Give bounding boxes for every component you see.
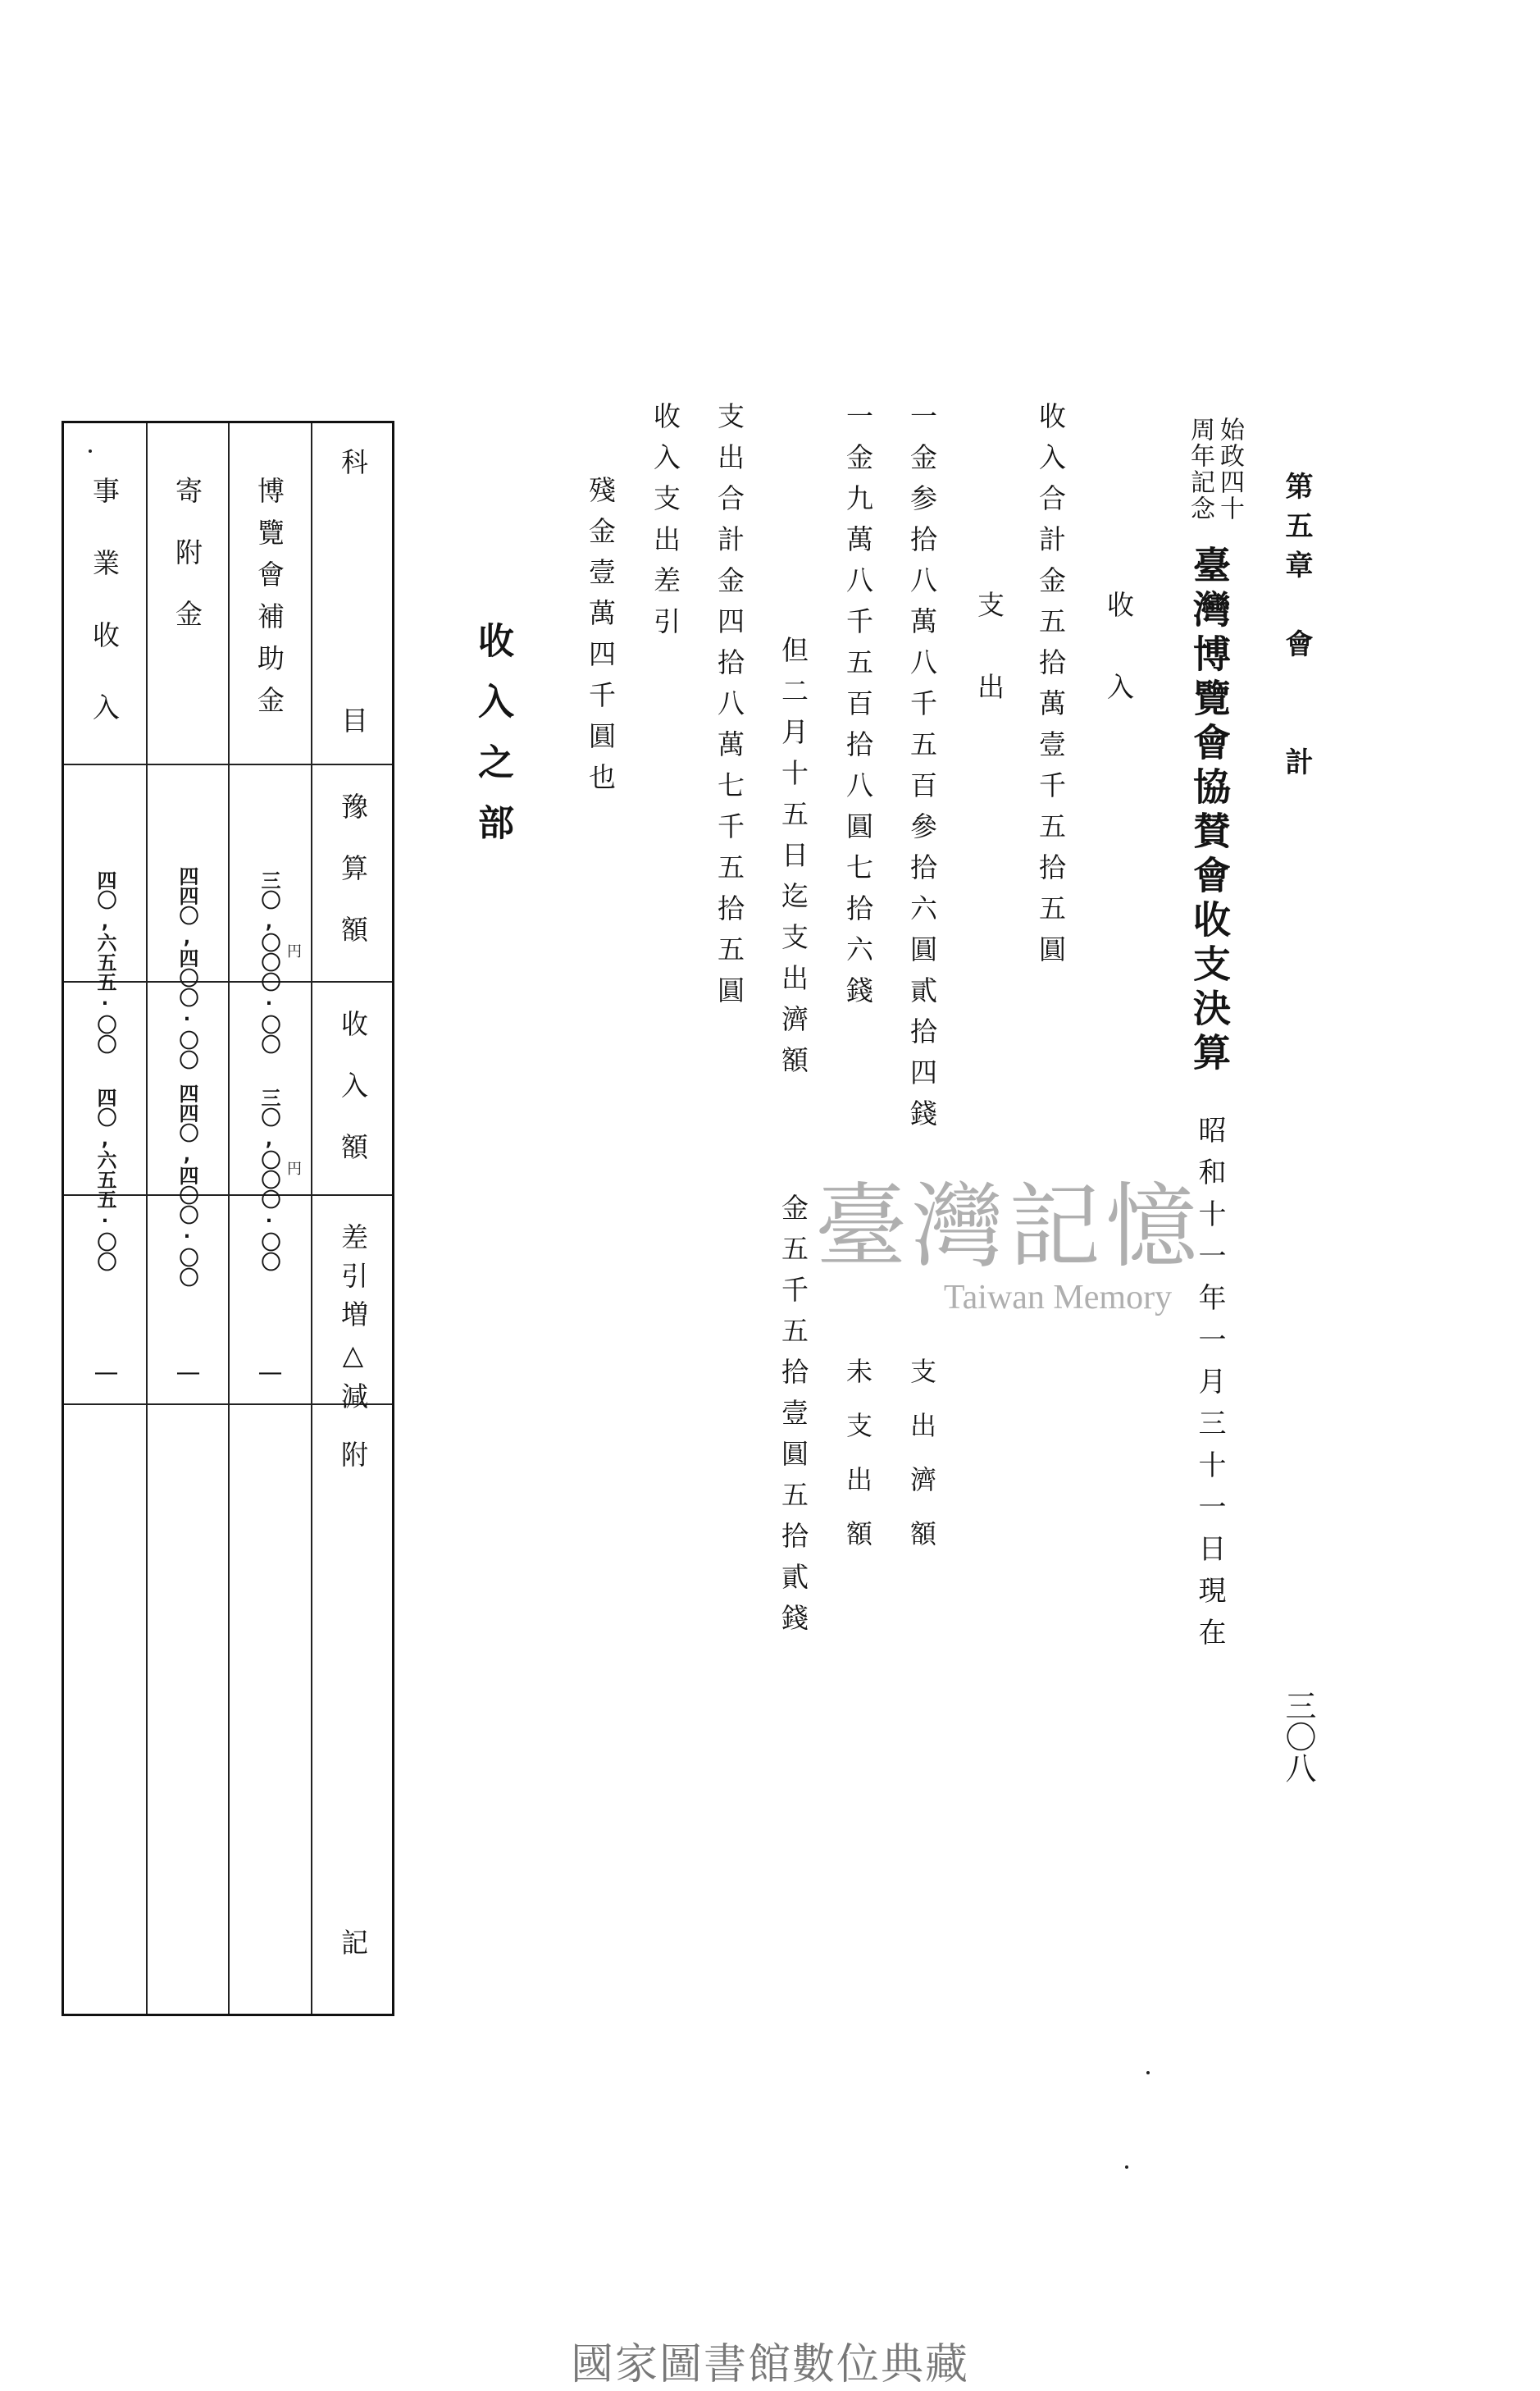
row-item: 博覽會補助金 [253,477,285,728]
expense-heading: 支 出 [973,591,1005,714]
expense-line-1: 一金参拾八萬八千五百參拾六圓貳拾四錢 [906,402,938,1140]
expense-note-amount: 金五千五拾壹圓五拾貳錢 [777,1193,809,1645]
subtitle-line-2: 周年記念 [1186,417,1214,522]
income-heading: 收 入 [1103,591,1135,714]
header-item-bottom: 目 [337,706,369,733]
row-diff: — [174,1358,203,1387]
balance-amount: 殘金壹萬四千圓也 [585,476,617,804]
income-table [62,421,394,2016]
row-income: 四四〇,四〇〇·〇〇 [175,1084,198,1287]
header-remarks-top: 附 [337,1440,369,1467]
expense-note: 但二月十五日迄支出濟額 [777,636,809,1087]
row-budget: 四四〇,四〇〇·〇〇 [175,866,198,1070]
header-remarks-bottom: 記 [337,1928,369,1955]
document-title: 臺灣博覽會協賛會收支決算 [1187,545,1232,1077]
row-budget: 四〇,六五五·〇〇 [93,870,116,1054]
title-subtitle [1187,417,1242,522]
scan-speck [89,449,92,453]
header-income: 收入額 [337,1010,369,1194]
header-item-top: 科 [337,448,369,475]
row-diff: — [92,1358,121,1387]
watermark-english: Taiwan Memory [943,1279,1173,1316]
row-item: 寄附金 [171,477,203,661]
row-diff: — [256,1358,285,1387]
expense-line-2: 一金九萬八千五百拾八圓七拾六錢 [842,402,874,1017]
page-number: 三〇八 [1280,1690,1316,1783]
row-income: 四〇,六五五·〇〇 [93,1088,116,1271]
header-diff: 差引増△減 [337,1223,369,1421]
subtitle-line-1: 始政四十 [1215,417,1244,522]
table-rule [311,423,312,2014]
table-rule [228,423,230,2014]
row-income: 三〇,〇〇〇·〇〇 [257,1088,280,1271]
taiwan-memory-watermark [754,1174,1263,1317]
expense-total: 支出合計金四拾八萬七千五拾五圓 [713,402,745,1017]
yen-mark: 円 [287,1161,302,1178]
income-total: 收入合計金五拾萬壹千五拾五圓 [1035,402,1067,976]
header-budget: 豫算額 [337,792,369,977]
footer-collection-label: 國家圖書館數位典藏 [570,2340,969,2389]
balance-label: 收入支出差引 [649,402,681,648]
section-label: 收入之部 [472,622,513,865]
row-item: 事業收入 [89,477,121,765]
expense-line-2-label: 未支出額 [842,1357,873,1574]
row-budget: 三〇,〇〇〇·〇〇 [257,870,280,1054]
watermark-chinese: 臺灣記憶 [815,1174,1202,1280]
table-rule [146,423,148,2014]
chapter-heading: 第五章 會 計 [1280,472,1313,787]
expense-line-1-label: 支出濟額 [906,1357,937,1574]
scan-speck [1125,2165,1128,2169]
scan-speck [1146,2071,1150,2074]
document-date: 昭和十一年一月三十一日現在 [1193,1116,1226,1659]
yen-mark: 円 [287,943,302,961]
